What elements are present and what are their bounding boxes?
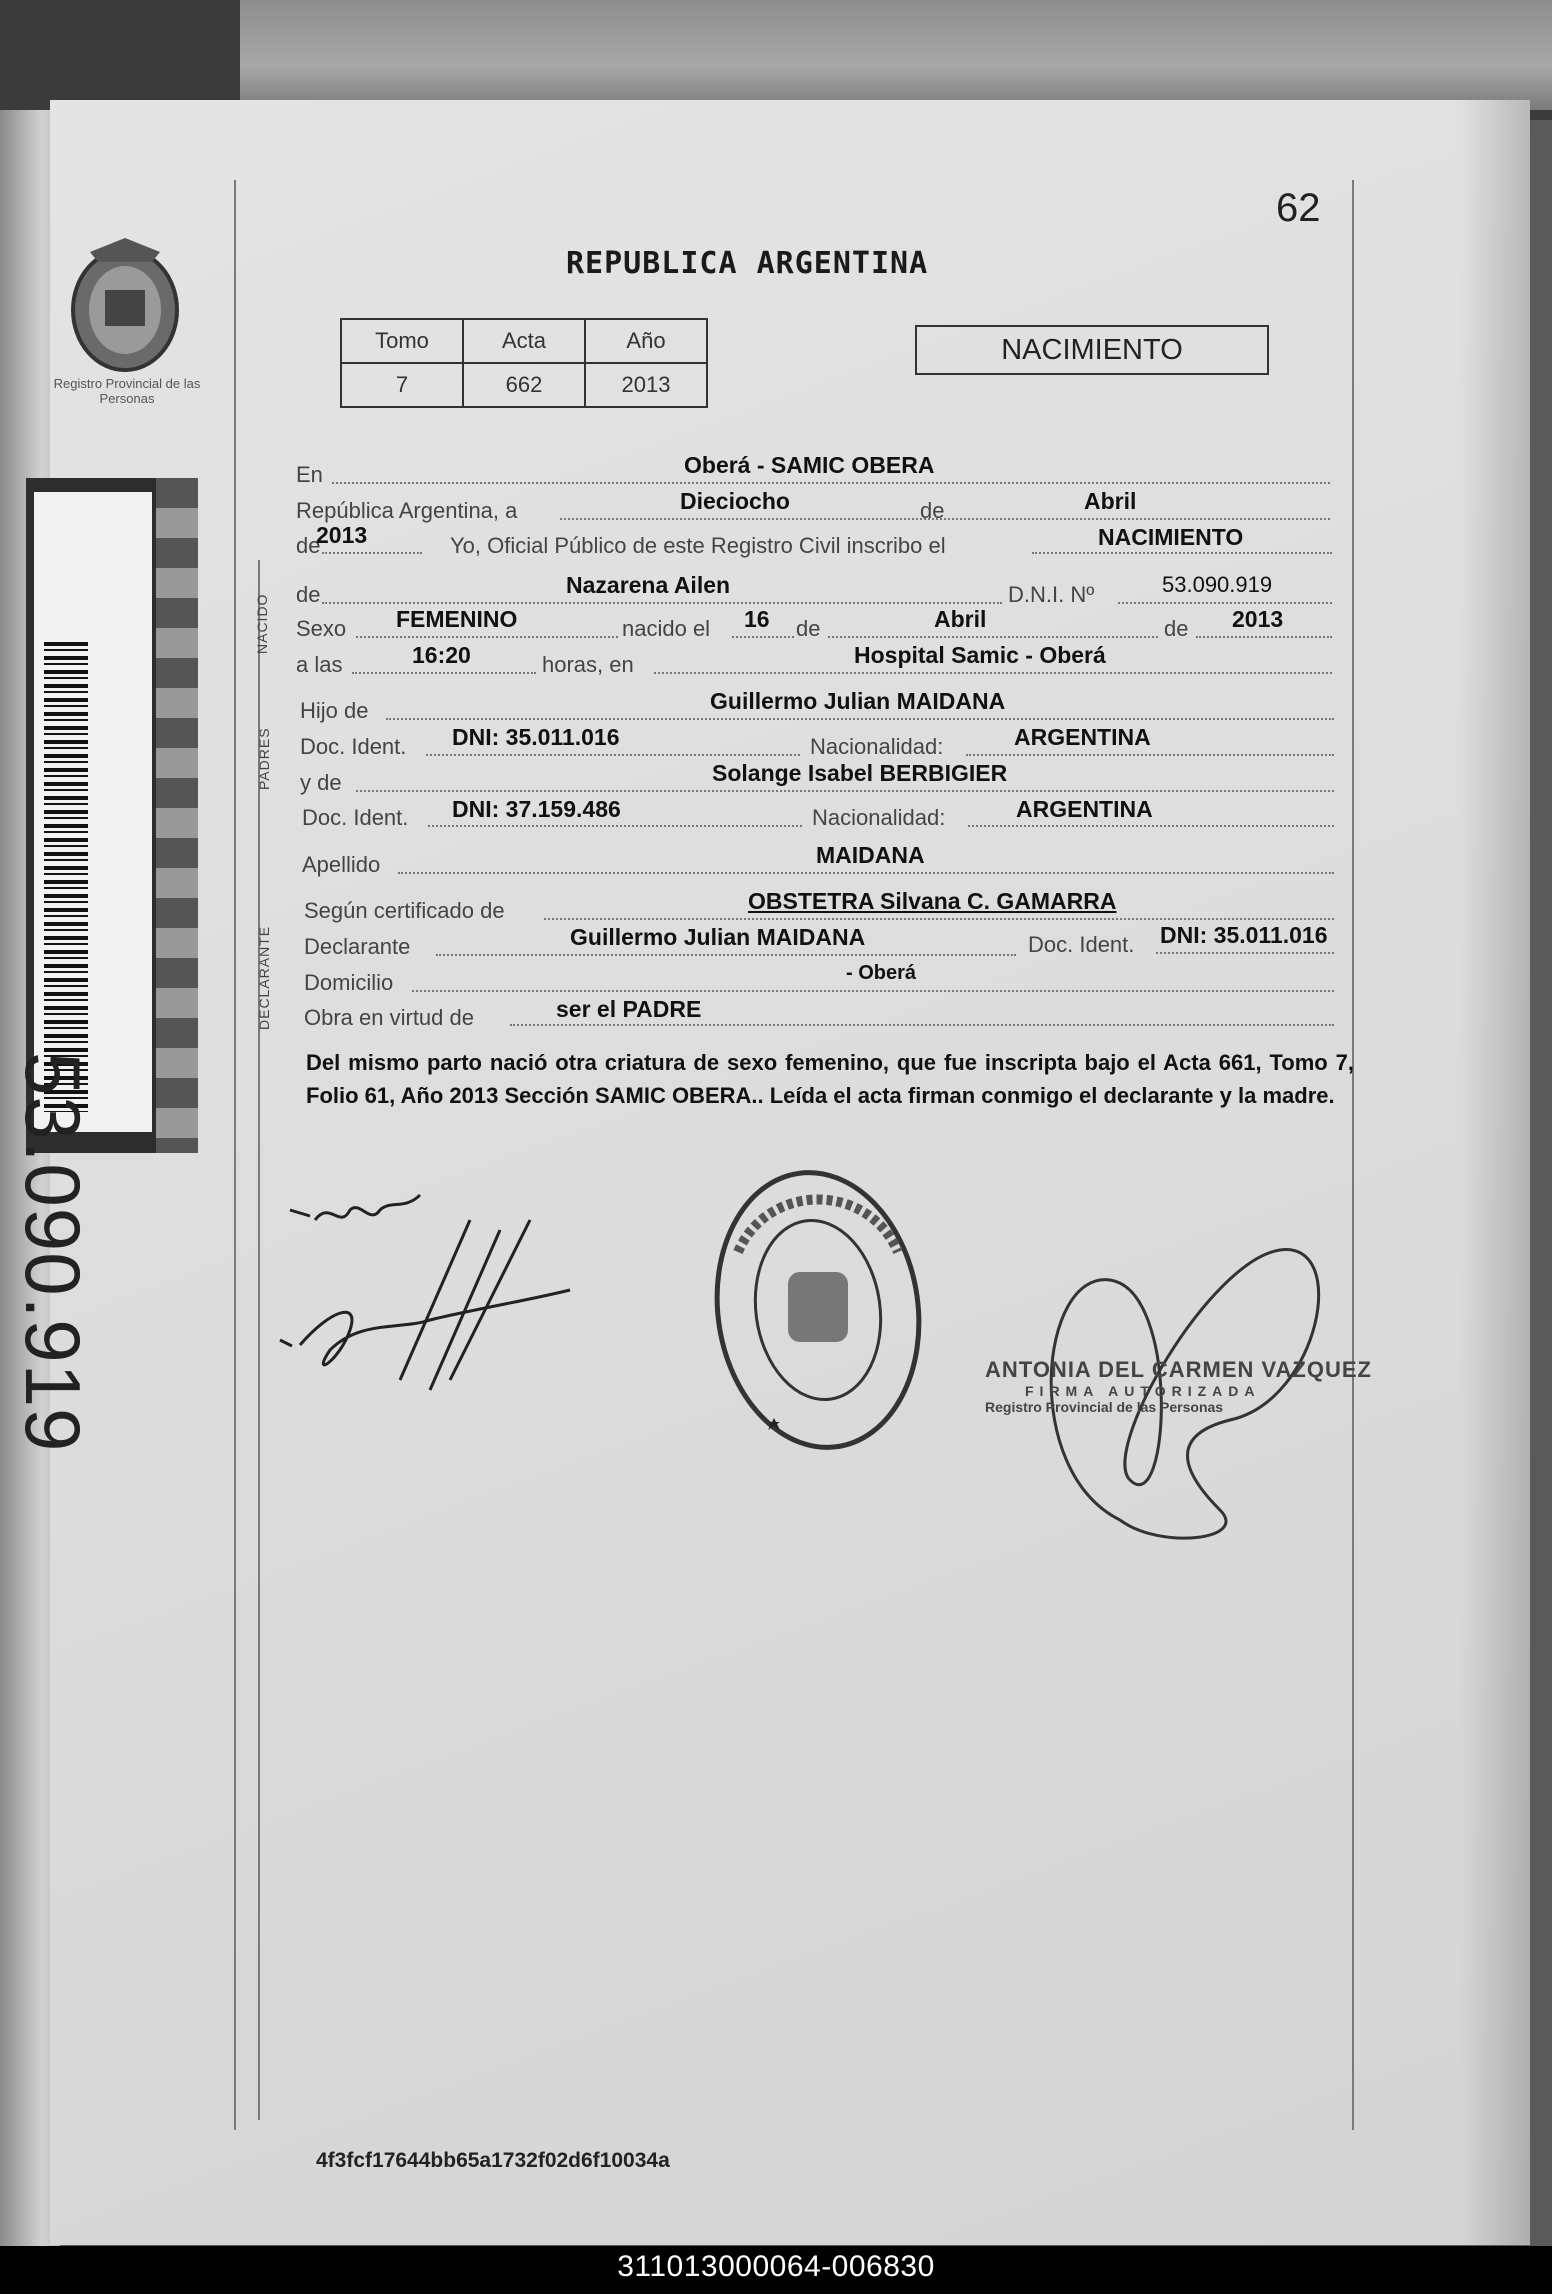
barcode-sticker [9,478,198,1453]
registry-value-acta: 662 [463,363,585,407]
label-doc-padre: Doc. Ident. [300,734,407,759]
coat-of-arms-icon [60,230,190,380]
margin-line-inner [258,560,260,2120]
label-doc-declarante: Doc. Ident. [1028,932,1135,957]
registry-header-acta: Acta [463,319,585,363]
stamp-firma: FIRMA AUTORIZADA [1025,1383,1261,1399]
value-doc-declarante: DNI: 35.011.016 [1160,922,1328,948]
value-anio: 2013 [316,522,368,548]
value-acto: NACIMIENTO [1098,524,1244,550]
value-doc-padre: DNI: 35.011.016 [452,724,620,750]
label-a-las: a las [296,652,343,677]
stamp-registro: Registro Provincial de las Personas [985,1399,1224,1415]
authority-stamp [985,1357,1372,1415]
record-type-box: NACIMIENTO [915,325,1269,375]
value-nombre: Nazarena Ailen [566,572,731,598]
label-hijo-de: Hijo de [300,698,369,723]
registry-value-tomo: 7 [341,363,463,407]
official-seal-icon [708,1162,928,1457]
label-en: En [296,462,323,487]
value-padre: Guillermo Julian MAIDANA [710,688,1006,714]
label-dni: D.N.I. Nº [1008,582,1095,607]
label-republica: República Argentina, a [296,498,518,523]
value-certificado: OBSTETRA Silvana C. GAMARRA [748,888,1117,914]
registry-value-row [341,363,707,407]
registry-header-row [341,319,707,363]
stamp-name: ANTONIA DEL CARMEN VAZQUEZ [985,1357,1372,1382]
side-label-padres: PADRES [256,727,272,790]
label-horas-en: horas, en [542,652,634,677]
value-lugar: Oberá - SAMIC OBERA [684,452,935,478]
label-doc-madre: Doc. Ident. [302,805,409,830]
handwritten-signatures-icon [270,1180,590,1400]
value-nac-padre: ARGENTINA [1014,724,1151,750]
label-de-anio-nac: de [1164,616,1189,641]
value-dia-nac: 16 [744,606,770,632]
label-domicilio: Domicilio [304,970,394,995]
label-nac-padre: Nacionalidad: [810,734,944,759]
label-obra: Obra en virtud de [304,1005,474,1030]
value-hora: 16:20 [412,642,471,668]
value-obra: ser el PADRE [556,996,702,1022]
logo-caption: Registro Provincial de las Personas [53,376,201,406]
value-dia: Dieciocho [680,488,790,514]
value-anio-nac: 2013 [1232,606,1284,632]
barcode-icon [44,642,88,1112]
page-number: 62 [1276,186,1321,230]
note-text: Del mismo parto nació otra criatura de sexo femenino, que fue inscripta bajo el Acta 661, Tomo 7, Folio 61, Año 2013 Sección SAMIC OBERA.. Leída el acta firman conmigo el declarante y la madre. [306,1050,1354,1108]
label-declarante: Declarante [304,934,411,959]
label-nacido-el: nacido el [622,616,711,641]
label-certificado: Según certificado de [304,898,505,923]
value-sexo: FEMENINO [396,606,518,632]
label-de-mes: de [920,498,945,523]
value-domicilio: - Oberá [846,962,917,984]
value-lugar-nac: Hospital Samic - Oberá [854,642,1106,668]
label-nac-madre: Nacionalidad: [812,805,946,830]
side-label-declarante: DECLARANTE [256,925,272,1030]
image-id-label: 311013000064-006830 [617,2250,935,2283]
label-y-de: y de [300,770,342,795]
background-surface [240,0,1552,110]
value-madre: Solange Isabel BERBIGIER [712,760,1008,786]
registry-table [340,318,708,408]
margin-line-left [234,180,236,2130]
value-dni: 53.090.919 [1162,572,1273,597]
value-mes: Abril [1084,488,1137,514]
registry-header-tomo: Tomo [341,319,463,363]
sticker-number: 53.090.919 [9,1052,97,1453]
label-de-nombre: de [296,582,321,607]
label-apellido: Apellido [302,852,381,877]
value-doc-madre: DNI: 37.159.486 [452,796,621,822]
value-nac-madre: ARGENTINA [1016,796,1153,822]
document-title: REPUBLICA ARGENTINA [566,246,929,281]
value-apellido: MAIDANA [816,842,925,868]
document-hash: 4f3fcf17644bb65a1732f02d6f10034a [316,2149,670,2172]
label-oficial: Yo, Oficial Público de este Registro Civil inscribo el [450,533,946,558]
registry-value-anio: 2013 [585,363,707,407]
label-de-anio: de [296,533,321,558]
registry-header-anio: Año [585,319,707,363]
label-sexo: Sexo [296,616,347,641]
margin-line-right [1352,180,1354,2130]
value-mes-nac: Abril [934,606,987,632]
side-label-nacido: NACIDO [254,593,270,654]
value-declarante: Guillermo Julian MAIDANA [570,924,866,950]
label-de-mes-nac: de [796,616,821,641]
